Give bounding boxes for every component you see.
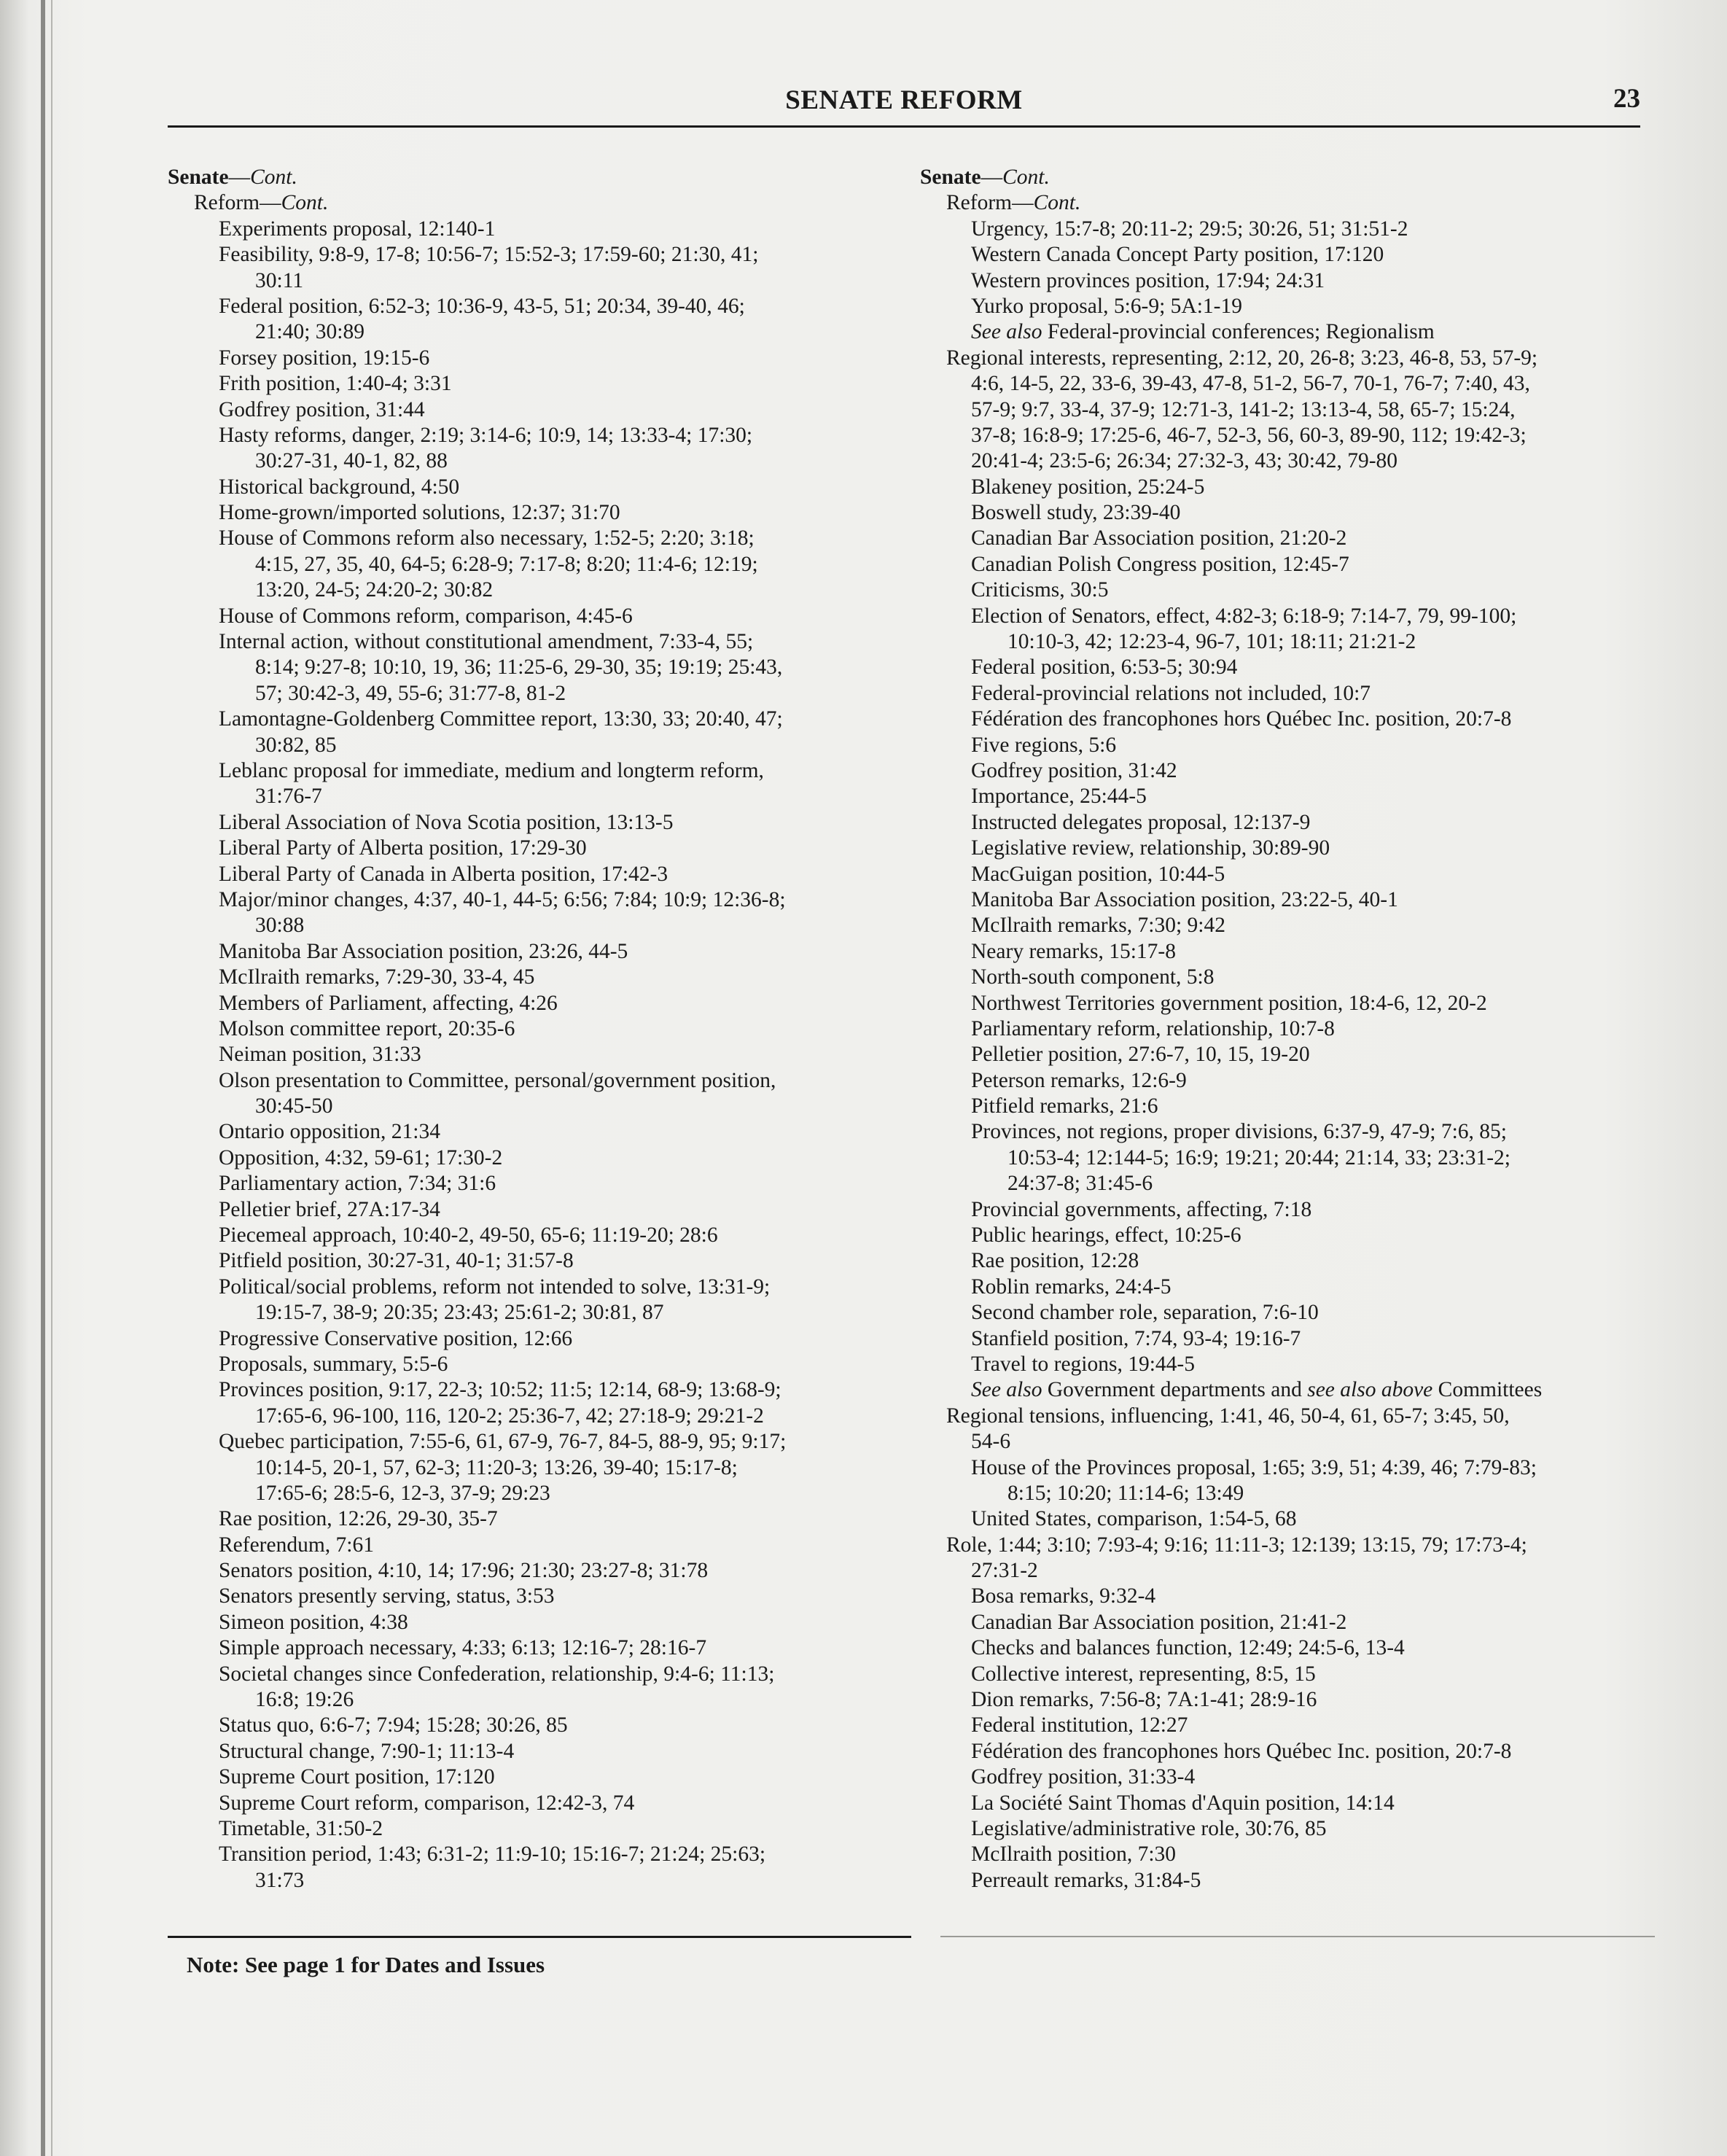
entry-text: Opposition, 4:32, 59-61; 17:30-2 <box>219 1145 503 1170</box>
entry-text: Checks and balances function, 12:49; 24:5-6, 13-4 <box>971 1636 1405 1660</box>
index-entry <box>920 1687 1664 1713</box>
entry-text: Collective interest, representing, 8:5, 15 <box>971 1662 1316 1686</box>
index-entry <box>920 939 1664 965</box>
index-entry <box>168 758 911 784</box>
index-entry <box>168 1248 911 1274</box>
index-entry <box>920 991 1664 1016</box>
entry-text: Supreme Court position, 17:120 <box>219 1765 495 1789</box>
index-entry <box>920 655 1664 680</box>
index-entry <box>920 217 1664 242</box>
entry-text: Provinces, not regions, proper divisions, 6:37-9, 47-9; 7:6, 85; <box>971 1120 1507 1144</box>
entry-text: Federal-provincial relations not included, 10:7 <box>971 681 1371 705</box>
index-entry <box>168 1171 911 1196</box>
entry-text: Parliamentary reform, relationship, 10:7-8 <box>971 1016 1335 1040</box>
header-rule <box>168 125 1640 128</box>
entry-text: Rae position, 12:28 <box>971 1249 1139 1273</box>
index-entry <box>920 1326 1664 1352</box>
entry-text: 17:65-6, 96-100, 116, 120-2; 25:36-7, 42; 27:18-9; 29:21-2 <box>255 1404 764 1428</box>
entry-text: McIlraith remarks, 7:29-30, 33-4, 45 <box>219 965 535 989</box>
index-entry <box>168 1145 911 1171</box>
index-entry <box>168 1791 911 1816</box>
entry-text: 17:65-6; 28:5-6, 12-3, 37-9; 29:23 <box>255 1481 550 1505</box>
index-entry <box>168 423 911 448</box>
index-entry <box>920 475 1664 500</box>
entry-text: Neary remarks, 15:17-8 <box>971 939 1176 963</box>
entry-text: 57-9; 9:7, 33-4, 37-9; 12:71-3, 141-2; 13:13-4, 58, 65-7; 15:24, <box>971 397 1516 421</box>
index-entry <box>920 397 1664 423</box>
entry-text: Bosa remarks, 9:32-4 <box>971 1584 1156 1608</box>
index-entry <box>168 268 911 294</box>
entry-text: Olson presentation to Committee, personal/government position, <box>219 1068 776 1092</box>
index-entry <box>920 319 1664 345</box>
entry-text: Supreme Court reform, comparison, 12:42-3, 74 <box>219 1791 635 1815</box>
entry-text: Dion remarks, 7:56-8; 7A:1-41; 28:9-16 <box>971 1688 1317 1712</box>
entry-text: 30:82, 85 <box>255 733 337 757</box>
entry-text: House of Commons reform, comparison, 4:45-6 <box>219 604 633 628</box>
entry-italic: Cont. <box>281 191 329 215</box>
entry-text: 20:41-4; 23:5-6; 26:34; 27:32-3, 43; 30:42, 79-80 <box>971 449 1398 473</box>
entry-text: Importance, 25:44-5 <box>971 785 1147 809</box>
index-entry <box>168 965 911 990</box>
entry-text: 30:45-50 <box>255 1094 333 1118</box>
entry-text: Fédération des francophones hors Québec Inc. position, 20:7-8 <box>971 707 1512 731</box>
index-entry <box>920 965 1664 990</box>
index-entry <box>920 733 1664 758</box>
index-entry <box>168 655 911 680</box>
index-entry <box>168 629 911 655</box>
index-entry <box>168 939 911 965</box>
entry-text: Canadian Bar Association position, 21:41-2 <box>971 1610 1347 1634</box>
index-entry <box>920 346 1664 371</box>
entry-text: 24:37-8; 31:45-6 <box>1007 1172 1153 1196</box>
index-entry <box>920 1533 1664 1558</box>
index-entry <box>168 1197 911 1223</box>
entry-text: Piecemeal approach, 10:40-2, 49-50, 65-6; 11:19-20; 28:6 <box>219 1223 718 1248</box>
index-entry <box>920 1610 1664 1635</box>
index-entry <box>920 190 1664 216</box>
entry-text: Western provinces position, 17:94; 24:31 <box>971 268 1325 292</box>
entry-text: Ontario opposition, 21:34 <box>219 1120 441 1144</box>
index-entry <box>920 500 1664 526</box>
index-entry <box>920 1352 1664 1377</box>
index-entry <box>920 1016 1664 1042</box>
page-header <box>168 79 1640 125</box>
entry-text: 30:27-31, 40-1, 82, 88 <box>255 449 448 473</box>
entry-text: 31:73 <box>255 1868 305 1892</box>
entry-text: Leblanc proposal for immediate, medium and longterm reform, <box>219 758 764 782</box>
index-entry <box>168 1558 911 1584</box>
entry-text: Quebec participation, 7:55-6, 61, 67-9, 76-7, 84-5, 88-9, 95; 9:17; <box>219 1430 787 1454</box>
index-entry <box>168 475 911 500</box>
entry-text: Provincial governments, affecting, 7:18 <box>971 1197 1312 1221</box>
index-entry <box>168 190 911 216</box>
index-entry <box>168 526 911 551</box>
index-entry <box>168 1068 911 1094</box>
index-entry <box>920 1223 1664 1248</box>
entry-text: Canadian Bar Association position, 21:20-2 <box>971 526 1347 550</box>
page-number: 23 <box>1613 84 1640 114</box>
footer-note: Note: See page 1 for Dates and Issues <box>187 1952 545 1977</box>
entry-text: Status quo, 6:6-7; 7:94; 15:28; 30:26, 85 <box>219 1713 568 1737</box>
index-entry <box>168 784 911 809</box>
index-entry <box>920 1506 1664 1532</box>
entry-text: Federal position, 6:52-3; 10:36-9, 43-5, 51; 20:34, 39-40, 46; <box>219 294 745 318</box>
entry-text: MacGuigan position, 10:44-5 <box>971 862 1225 886</box>
index-entry <box>168 1816 911 1842</box>
index-entry <box>920 784 1664 809</box>
index-entry <box>168 1635 911 1661</box>
entry-text: Western Canada Concept Party position, 17:120 <box>971 243 1384 267</box>
entry-text: 30:88 <box>255 914 305 938</box>
index-entry <box>168 707 911 732</box>
footer-rule-faint <box>940 1936 1655 1937</box>
entry-text: Instructed delegates proposal, 12:137-9 <box>971 810 1311 834</box>
index-entry <box>920 1558 1664 1584</box>
index-entry <box>920 1868 1664 1894</box>
index-entry <box>168 448 911 474</box>
entry-text: Experiments proposal, 12:140-1 <box>219 217 496 241</box>
index-entry <box>168 1481 911 1506</box>
index-entry <box>168 862 911 887</box>
entry-text: Forsey position, 19:15-6 <box>219 346 430 370</box>
entry-text: Pitfield remarks, 21:6 <box>971 1094 1158 1118</box>
entry-text: Role, 1:44; 3:10; 7:93-4; 9:16; 11:11-3; 12:139; 13:15, 79; 17:73-4; <box>946 1533 1527 1557</box>
index-entry <box>168 1506 911 1532</box>
index-entry <box>168 397 911 423</box>
entry-text: Structural change, 7:90-1; 11:13-4 <box>219 1739 515 1763</box>
entry-text: Five regions, 5:6 <box>971 733 1117 757</box>
index-entry <box>168 1533 911 1558</box>
index-entry <box>920 758 1664 784</box>
entry-italic: See also <box>971 1378 1042 1402</box>
index-entry <box>168 1739 911 1764</box>
entry-text: Liberal Party of Canada in Alberta position, 17:42-3 <box>219 862 668 886</box>
entry-text: Feasibility, 9:8-9, 17-8; 10:56-7; 15:52-3; 17:59-60; 21:30, 41; <box>219 243 759 267</box>
index-entry <box>168 1352 911 1377</box>
entry-text: Manitoba Bar Association position, 23:22-5, 40-1 <box>971 887 1398 911</box>
entry-text: 4:15, 27, 35, 40, 64-5; 6:28-9; 7:17-8; 8:20; 11:4-6; 12:19; <box>255 552 758 576</box>
index-entry <box>920 836 1664 861</box>
left-index-column <box>168 165 911 1894</box>
entry-text: 16:8; 19:26 <box>255 1688 354 1712</box>
entry-text: Political/social problems, reform not intended to solve, 13:31-9; <box>219 1274 771 1299</box>
entry-text: Second chamber role, separation, 7:6-10 <box>971 1301 1319 1325</box>
entry-text: — <box>228 166 251 189</box>
index-entry <box>168 552 911 577</box>
entry-text: Pelletier position, 27:6-7, 10, 15, 19-20 <box>971 1043 1310 1067</box>
index-entry <box>920 423 1664 448</box>
index-entry <box>920 1300 1664 1326</box>
entry-text: Reform— <box>946 191 1034 215</box>
entry-text: — <box>981 166 1003 189</box>
entry-text: Stanfield position, 7:74, 93-4; 19:16-7 <box>971 1326 1301 1350</box>
index-entry <box>168 577 911 603</box>
index-entry <box>920 371 1664 397</box>
entry-text: Hasty reforms, danger, 2:19; 3:14-6; 10:9, 14; 13:33-4; 17:30; <box>219 423 753 447</box>
index-entry <box>920 887 1664 913</box>
entry-text: Federal institution, 12:27 <box>971 1713 1188 1737</box>
entry-text: Rae position, 12:26, 29-30, 35-7 <box>219 1507 498 1531</box>
entry-text: North-south component, 5:8 <box>971 965 1215 989</box>
entry-italic: Cont. <box>250 166 297 189</box>
entry-text: Members of Parliament, affecting, 4:26 <box>219 991 558 1015</box>
index-entry <box>920 165 1664 190</box>
entry-text: 10:53-4; 12:144-5; 16:9; 19:21; 20:44; 21:14, 33; 23:31-2; <box>1007 1145 1510 1170</box>
index-entry <box>168 836 911 861</box>
entry-text: Regional interests, representing, 2:12, 20, 26-8; 3:23, 46-8, 53, 57-9; <box>946 346 1538 370</box>
index-entry <box>920 681 1664 707</box>
entry-text: Transition period, 1:43; 6:31-2; 11:9-10; 15:16-7; 21:24; 25:63; <box>219 1842 766 1867</box>
index-entry <box>168 604 911 629</box>
entry-text: Referendum, 7:61 <box>219 1533 374 1557</box>
index-entry <box>920 1377 1664 1403</box>
entry-text: 4:6, 14-5, 22, 33-6, 39-43, 47-8, 51-2, 56-7, 70-1, 76-7; 7:40, 43, <box>971 372 1530 396</box>
index-entry <box>920 707 1664 732</box>
index-entry <box>920 810 1664 836</box>
right-index-column <box>920 165 1664 1894</box>
entry-text: 30:11 <box>255 268 304 292</box>
binding-shadow <box>51 0 52 2156</box>
entry-text: Criticisms, 30:5 <box>971 578 1109 602</box>
entry-text: McIlraith remarks, 7:30; 9:42 <box>971 914 1226 938</box>
entry-italic: Cont. <box>1002 166 1050 189</box>
entry-text: Government departments and <box>1042 1378 1308 1402</box>
entry-text: Proposals, summary, 5:5-6 <box>219 1352 448 1376</box>
index-entry <box>168 1764 911 1790</box>
entry-text: House of the Provinces proposal, 1:65; 3:9, 51; 4:39, 46; 7:79-83; <box>971 1455 1537 1479</box>
index-entry <box>920 1274 1664 1300</box>
entry-text: Pitfield position, 30:27-31, 40-1; 31:57-8 <box>219 1249 574 1273</box>
entry-text: Yurko proposal, 5:6-9; 5A:1-19 <box>971 294 1242 318</box>
index-entry <box>168 1455 911 1481</box>
index-entry <box>168 733 911 758</box>
entry-text: House of Commons reform also necessary, 1:52-5; 2:20; 3:18; <box>219 526 755 550</box>
index-entry <box>168 319 911 345</box>
entry-text: Senators position, 4:10, 14; 17:96; 21:30; 23:27-8; 31:78 <box>219 1559 709 1583</box>
index-entry <box>168 681 911 707</box>
entry-text: Federal-provincial conferences; Regionalism <box>1042 320 1435 344</box>
index-entry <box>168 1610 911 1635</box>
index-entry <box>920 1842 1664 1867</box>
entry-text: Urgency, 15:7-8; 20:11-2; 29:5; 30:26, 51; 31:51-2 <box>971 217 1408 241</box>
entry-text: Travel to regions, 19:44-5 <box>971 1352 1195 1376</box>
index-entry <box>168 1119 911 1145</box>
index-entry <box>920 1481 1664 1506</box>
index-entry <box>920 1197 1664 1223</box>
entry-text: Godfrey position, 31:42 <box>971 758 1177 782</box>
index-entry <box>920 448 1664 474</box>
entry-text: Fédération des francophones hors Québec Inc. position, 20:7-8 <box>971 1739 1512 1763</box>
index-entry <box>168 1404 911 1429</box>
index-entry <box>168 1868 911 1894</box>
entry-text: Perreault remarks, 31:84-5 <box>971 1868 1201 1892</box>
index-entry <box>168 346 911 371</box>
index-entry <box>920 1068 1664 1094</box>
index-entry <box>168 1662 911 1687</box>
entry-text: Provinces position, 9:17, 22-3; 10:52; 11:5; 12:14, 68-9; 13:68-9; <box>219 1378 781 1402</box>
entry-text: Senators presently serving, status, 3:53 <box>219 1584 555 1608</box>
entry-text: 31:76-7 <box>255 785 322 809</box>
entry-text: Home-grown/imported solutions, 12:37; 31:70 <box>219 501 620 525</box>
index-entry <box>920 629 1664 655</box>
index-entry <box>920 526 1664 551</box>
entry-text: Canadian Polish Congress position, 12:45-7 <box>971 552 1349 576</box>
entry-text: Northwest Territories government position, 18:4-6, 12, 20-2 <box>971 991 1487 1015</box>
binding-edge <box>41 0 45 2156</box>
entry-italic: See also <box>971 320 1042 344</box>
entry-text: Internal action, without constitutional amendment, 7:33-4, 55; <box>219 630 754 654</box>
entry-text: Simple approach necessary, 4:33; 6:13; 12:16-7; 28:16-7 <box>219 1636 707 1660</box>
entry-text: United States, comparison, 1:54-5, 68 <box>971 1507 1297 1531</box>
entry-heading: Senate <box>920 166 981 189</box>
entry-text: 8:15; 10:20; 11:14-6; 13:49 <box>1007 1481 1244 1505</box>
index-entry <box>920 294 1664 319</box>
entry-text: 10:14-5, 20-1, 57, 62-3; 11:20-3; 13:26, 39-40; 15:17-8; <box>255 1455 738 1479</box>
entry-text: McIlraith position, 7:30 <box>971 1842 1177 1867</box>
entry-text: Committees <box>1432 1378 1543 1402</box>
index-entry <box>168 887 911 913</box>
entry-text: Boswell study, 23:39-40 <box>971 501 1181 525</box>
index-entry <box>920 268 1664 294</box>
index-entry <box>920 1816 1664 1842</box>
entry-text: La Société Saint Thomas d'Aquin position, 14:14 <box>971 1791 1395 1815</box>
running-head: SENATE REFORM <box>785 85 1023 115</box>
entry-text: 54-6 <box>971 1430 1011 1454</box>
index-entry <box>168 294 911 319</box>
entry-text: 57; 30:42-3, 49, 55-6; 31:77-8, 81-2 <box>255 681 566 705</box>
entry-text: Regional tensions, influencing, 1:41, 46, 50-4, 61, 65-7; 3:45, 50, <box>946 1404 1510 1428</box>
entry-text: Godfrey position, 31:44 <box>219 397 425 421</box>
entry-text: Lamontagne-Goldenberg Committee report, 13:30, 33; 20:40, 47; <box>219 707 783 731</box>
index-entry <box>168 1377 911 1403</box>
entry-text: Societal changes since Confederation, relationship, 9:4-6; 11:13; <box>219 1662 775 1686</box>
index-entry <box>920 1455 1664 1481</box>
entry-text: Blakeney position, 25:24-5 <box>971 475 1205 499</box>
index-entry <box>168 1687 911 1713</box>
index-entry <box>168 500 911 526</box>
index-entry <box>168 1094 911 1119</box>
entry-text: 13:20, 24-5; 24:20-2; 30:82 <box>255 578 494 602</box>
entry-text: 21:40; 30:89 <box>255 320 364 344</box>
index-entry <box>168 913 911 938</box>
entry-text: 27:31-2 <box>971 1559 1038 1583</box>
index-entry <box>920 1764 1664 1790</box>
index-entry <box>920 552 1664 577</box>
entry-text: Godfrey position, 31:33-4 <box>971 1765 1196 1789</box>
index-entry <box>168 1274 911 1300</box>
index-entry <box>168 810 911 836</box>
entry-text: Reform— <box>194 191 281 215</box>
entry-text: Molson committee report, 20:35-6 <box>219 1016 515 1040</box>
entry-text: Liberal Association of Nova Scotia position, 13:13-5 <box>219 810 674 834</box>
index-entry <box>920 1171 1664 1196</box>
index-entry <box>920 604 1664 629</box>
index-entry <box>920 577 1664 603</box>
index-entry <box>168 165 911 190</box>
index-entry <box>168 1042 911 1067</box>
entry-text: Federal position, 6:53-5; 30:94 <box>971 655 1238 680</box>
entry-italic: Cont. <box>1033 191 1081 215</box>
index-entry <box>920 1145 1664 1171</box>
index-entry <box>168 217 911 242</box>
entry-text: Roblin remarks, 24:4-5 <box>971 1274 1172 1299</box>
entry-italic: see also above <box>1307 1378 1433 1402</box>
entry-text: Pelletier brief, 27A:17-34 <box>219 1197 440 1221</box>
index-entry <box>168 1300 911 1326</box>
entry-text: Progressive Conservative position, 12:66 <box>219 1326 573 1350</box>
entry-text: Liberal Party of Alberta position, 17:29-30 <box>219 836 587 860</box>
entry-text: 37-8; 16:8-9; 17:25-6, 46-7, 52-3, 56, 60-3, 89-90, 112; 19:42-3; <box>971 423 1527 447</box>
entry-text: Simeon position, 4:38 <box>219 1610 408 1634</box>
index-entry <box>168 1429 911 1455</box>
index-entry <box>920 1404 1664 1429</box>
index-entry <box>920 1042 1664 1067</box>
entry-text: Frith position, 1:40-4; 3:31 <box>219 372 452 396</box>
entry-heading: Senate <box>168 166 229 189</box>
index-entry <box>168 1326 911 1352</box>
index-entry <box>920 1791 1664 1816</box>
index-entry <box>920 1662 1664 1687</box>
entry-text: Parliamentary action, 7:34; 31:6 <box>219 1172 496 1196</box>
entry-text: Legislative review, relationship, 30:89-90 <box>971 836 1330 860</box>
index-entry <box>920 1094 1664 1119</box>
entry-text: 8:14; 9:27-8; 10:10, 19, 36; 11:25-6, 29-30, 35; 19:19; 25:43, <box>255 655 783 680</box>
entry-text: Historical background, 4:50 <box>219 475 460 499</box>
entry-text: Timetable, 31:50-2 <box>219 1817 383 1840</box>
index-entry <box>168 991 911 1016</box>
entry-text: Election of Senators, effect, 4:82-3; 6:18-9; 7:14-7, 79, 99-100; <box>971 604 1517 628</box>
index-entry <box>920 1248 1664 1274</box>
index-entry <box>920 1739 1664 1764</box>
index-entry <box>920 862 1664 887</box>
index-entry <box>168 371 911 397</box>
index-entry <box>920 1429 1664 1455</box>
entry-text: Major/minor changes, 4:37, 40-1, 44-5; 6:56; 7:84; 10:9; 12:36-8; <box>219 887 786 911</box>
index-entry <box>920 242 1664 268</box>
index-entry <box>168 1713 911 1738</box>
entry-text: Legislative/administrative role, 30:76, 85 <box>971 1817 1327 1840</box>
footer-rule <box>168 1936 911 1938</box>
entry-text: Manitoba Bar Association position, 23:26, 44-5 <box>219 939 628 963</box>
index-entry <box>168 1584 911 1609</box>
index-entry <box>920 1119 1664 1145</box>
entry-text: 10:10-3, 42; 12:23-4, 96-7, 101; 18:11; 21:21-2 <box>1007 630 1416 654</box>
index-entry <box>168 1016 911 1042</box>
index-entry <box>920 1635 1664 1661</box>
entry-text: Peterson remarks, 12:6-9 <box>971 1068 1187 1092</box>
index-entry <box>920 913 1664 938</box>
index-entry <box>168 1223 911 1248</box>
entry-text: Public hearings, effect, 10:25-6 <box>971 1223 1241 1248</box>
index-entry <box>168 1842 911 1867</box>
index-entry <box>920 1584 1664 1609</box>
index-entry <box>168 242 911 268</box>
entry-text: Neiman position, 31:33 <box>219 1043 421 1067</box>
entry-text: 19:15-7, 38-9; 20:35; 23:43; 25:61-2; 30:81, 87 <box>255 1301 664 1325</box>
index-entry <box>920 1713 1664 1738</box>
